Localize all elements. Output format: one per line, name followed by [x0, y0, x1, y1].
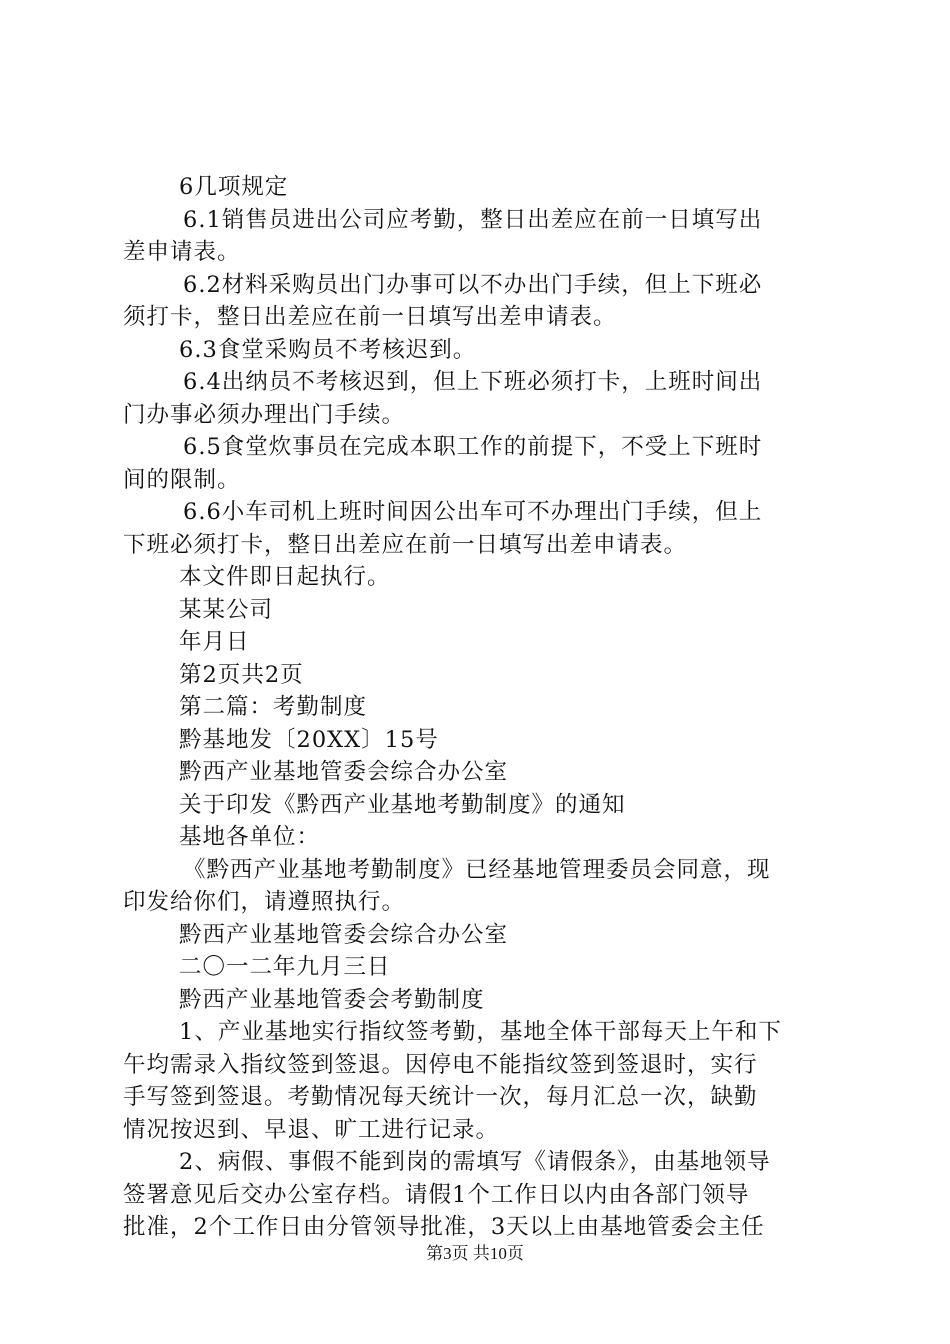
document-line: 年月日	[179, 629, 250, 655]
document-line: 《黔西产业基地考勤制度》已经基地管理委员会同意，现	[183, 856, 771, 883]
document-line: 黔西产业基地管委会综合办公室	[179, 921, 509, 948]
document-line: 黔基地发〔20XX〕15号	[179, 726, 439, 753]
document-line: 6.5食堂炊事员在完成本职工作的前提下，不受上下班时	[183, 434, 763, 460]
page-footer: 第3页 共10页	[426, 1244, 524, 1263]
document-line: 须打卡，整日出差应在前一日填写出差申请表。	[123, 304, 617, 330]
document-line: 1、产业基地实行指纹签考勤，基地全体干部每天上午和下	[179, 1019, 782, 1045]
document-line: 关于印发《黔西产业基地考勤制度》的通知	[179, 791, 626, 818]
document-line: 情况按迟到、早退、旷工进行记录。	[123, 1116, 500, 1143]
document-line: 6.1销售员进出公司应考勤，整日出差应在前一日填写出	[183, 206, 763, 233]
document-line: 批准，2个工作日由分管领导批准，3天以上由基地管委会主任	[123, 1214, 765, 1240]
document-line: 2、病假、事假不能到岗的需填写《请假条》，由基地领导	[179, 1149, 771, 1175]
document-line: 黔西产业基地管委会综合办公室	[179, 759, 509, 785]
document-line: 6.6小车司机上班时间因公出车可不办理出门手续，但上	[183, 499, 763, 525]
document-line: 6.2材料采购员出门办事可以不办出门手续，但上下班必	[183, 271, 763, 298]
document-line: 手写签到签退。考勤情况每天统计一次，每月汇总一次，缺勤	[123, 1084, 758, 1110]
document-line: 下班必须打卡，整日出差应在前一日填写出差申请表。	[123, 531, 688, 558]
document-line: 二〇一二年九月三日	[179, 954, 391, 980]
document-line: 第2页共2页	[179, 661, 304, 688]
document-line: 6.3食堂采购员不考核迟到。	[179, 336, 477, 363]
document-line: 第二篇：考勤制度	[179, 694, 368, 720]
document-line: 黔西产业基地管委会考勤制度	[179, 986, 485, 1013]
document-body	[123, 171, 835, 1244]
document-line: 某某公司	[179, 596, 274, 623]
document-line: 本文件即日起执行。	[179, 564, 391, 590]
document-line: 印发给你们，请遵照执行。	[123, 889, 406, 915]
document-line: 差申请表。	[123, 239, 241, 265]
document-line: 6.4出纳员不考核迟到，但上下班必须打卡，上班时间出	[183, 369, 763, 395]
document-line: 午均需录入指纹签到签退。因停电不能指纹签到签退时，实行	[123, 1051, 758, 1078]
document-line: 间的限制。	[123, 466, 241, 493]
document-line: 基地各单位：	[179, 824, 321, 850]
document-line: 门办事必须办理出门手续。	[123, 401, 406, 428]
document-line: 签署意见后交办公室存档。请假1个工作日以内由各部门领导	[123, 1181, 750, 1208]
document-line: 6几项规定	[179, 174, 289, 200]
